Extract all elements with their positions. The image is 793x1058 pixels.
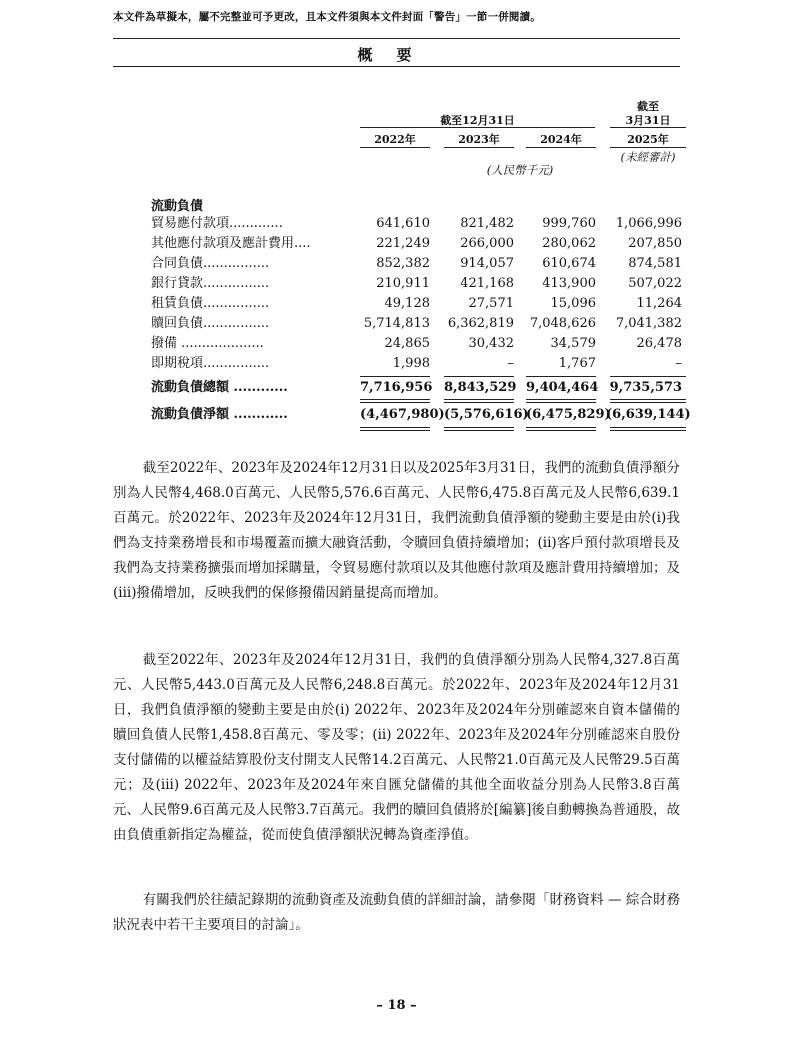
net-double-rule-b [444,430,514,431]
net-double-rule-a [444,427,514,428]
last-header-line1: 截至 [637,100,659,113]
total-2022: 7,716,956 [360,380,433,395]
cell-2023: 266,000 [460,236,514,251]
paragraph-net-liabilities: 截至2022年、2023年及2024年12月31日，我們的負債淨額分別為人民幣4,327.8百萬元、人民幣5,443.0百萬元及人民幣6,248.8百萬元。於2022年、2023年及2024年12月31日，我們負債淨額的變動主要是由於(i) 2022年、2023年及2024年分別確認來自資本儲備的贖回負債人民幣1,458.8百萬元、零及零；(ii) 2022年、2023年及2024年分別確認來自股份支付儲備的以權益結算股份支付開支人民幣14.2百萬元、人民幣21.0百萬元及人民幣29.5百萬元；及(iii) 2022年、2023年及2024年來自匯兌儲備的其他全面收益分別為人民幣3.8百萬元、人民幣9.6百萬元及人民幣3.7百萬元。我們的贖回負債將於[編纂]後自動轉換為普通股，故由負債重新指定為權益，從而使負債淨額狀況轉為資產淨值。 [113,652,680,843]
total-rule-2023 [444,376,514,377]
cell-2025: – [675,356,682,371]
row-label: 撥備 .................... [151,336,264,351]
net-2024: (6,475,829) [526,407,611,422]
total-double-rule-a [444,399,514,400]
cell-2024: 7,048,626 [529,316,596,331]
cell-2024: 413,900 [542,276,596,291]
cell-2022: 24,865 [384,336,430,351]
net-2023: (5,576,616) [444,407,529,422]
year-header-2024: 2024年 [540,133,582,146]
group-header-rule [360,127,595,128]
cell-2022: 1,998 [392,356,430,371]
total-rule-2024 [526,376,596,377]
cell-2025: 1,066,996 [615,216,682,231]
row-label: 貿易應付款項............. [151,216,283,231]
cell-2025: 874,581 [628,256,682,271]
cell-2023: 27,571 [468,296,514,311]
total-double-rule-a [610,399,686,400]
total-double-rule-a [360,399,430,400]
group-header: 截至12月31日 [440,114,515,127]
last-header-line2: 3月31日 [625,114,671,127]
total-double-rule-b [526,402,596,403]
cell-2023: 30,432 [468,336,514,351]
total-double-rule-b [610,402,686,403]
net-double-rule-a [526,427,596,428]
cell-2022: 49,128 [384,296,430,311]
year-rule-2024 [526,147,596,148]
cell-2024: 280,062 [542,236,596,251]
total-double-rule-a [526,399,596,400]
cell-2025: 207,850 [628,236,682,251]
total-label: 流動負債總額 ............ [151,380,288,395]
unaudited-note: (未經審計) [620,150,676,164]
cell-2025: 26,478 [636,336,682,351]
year-rule-2022 [360,147,430,148]
cell-2025: 11,264 [636,296,682,311]
year-header-2025: 2025年 [627,133,669,146]
cell-2022: 5,714,813 [363,316,430,331]
total-double-rule-b [360,402,430,403]
cell-2023: 914,057 [460,256,514,271]
row-label: 租賃負債................ [151,296,270,311]
header-rule [113,38,680,39]
year-rule-2025 [610,147,686,148]
net-double-rule-a [360,427,430,428]
year-header-2022: 2022年 [374,133,416,146]
title-rule [113,66,680,67]
net-double-rule-b [360,430,430,431]
net-double-rule-b [610,430,686,431]
cell-2024: 34,579 [550,336,596,351]
cell-2023: 6,362,819 [447,316,514,331]
cell-2024: 1,767 [558,356,596,371]
last-header-rule [610,127,686,128]
cell-2025: 7,041,382 [615,316,682,331]
total-2023: 8,843,529 [444,380,517,395]
net-2022: (4,467,980) [360,407,445,422]
cell-2023: – [507,356,514,371]
total-double-rule-b [444,402,514,403]
total-rule-2025 [610,376,686,377]
year-header-2023: 2023年 [458,133,500,146]
cell-2023: 421,168 [460,276,514,291]
total-2025: 9,735,573 [609,380,682,395]
cell-2024: 15,096 [550,296,596,311]
cell-2022: 852,382 [376,256,430,271]
row-label: 即期稅項................ [151,356,270,371]
net-2025: (6,639,144) [606,407,691,422]
cell-2025: 507,022 [628,276,682,291]
unit-note: (人民幣千元) [486,163,554,177]
cell-2022: 210,911 [376,276,430,291]
cell-2024: 999,760 [542,216,596,231]
row-label: 其他應付款項及應計費用.... [151,236,311,251]
row-label: 銀行貸款................ [151,276,270,291]
net-double-rule-a [610,427,686,428]
cell-2024: 610,674 [542,256,596,271]
cell-2023: 821,482 [460,216,514,231]
section-title: 流動負債 [151,199,204,214]
page-number: – 18 – [376,998,417,1013]
year-rule-2023 [444,147,514,148]
row-label: 合同負債................ [151,256,270,271]
row-label: 贖回負債................ [151,316,270,331]
cell-2022: 221,249 [376,236,430,251]
net-double-rule-b [526,430,596,431]
paragraph-net-current-liabilities: 截至2022年、2023年及2024年12月31日以及2025年3月31日，我們的流動負債淨額分別為人民幣4,468.0百萬元、人民幣5,576.6百萬元、人民幣6,475.8百萬元及人民幣6,639.1百萬元。於2022年、2023年及2024年12月31日，我們流動負債淨額的變動主要是由於(i)我們為支持業務增長和市場覆蓋而擴大融資活動，令贖回負債持續增加；(ii)客戶預付款項增長及我們為支持業務擴張而增加採購量，令貿易應付款項以及其他應付款項及應計費用持續增加；及(iii)撥備增加，反映我們的保修撥備因銷量提高而增加。 [113,460,680,601]
cell-2022: 641,610 [376,216,430,231]
page-title: 概要 [357,46,436,64]
total-2024: 9,404,464 [526,380,599,395]
paragraph-reference: 有關我們於往績記錄期的流動資產及流動負債的詳細討論，請參閱「財務資料 — 綜合財務狀況表中若干主要項目的討論」。 [113,892,680,933]
draft-warning-note: 本文件為草擬本，屬不完整並可予更改，且本文件須與本文件封面「警告」一節一併閱讀。 [113,11,541,23]
net-label: 流動負債淨額 ............ [151,407,288,422]
total-rule-2022 [360,376,430,377]
